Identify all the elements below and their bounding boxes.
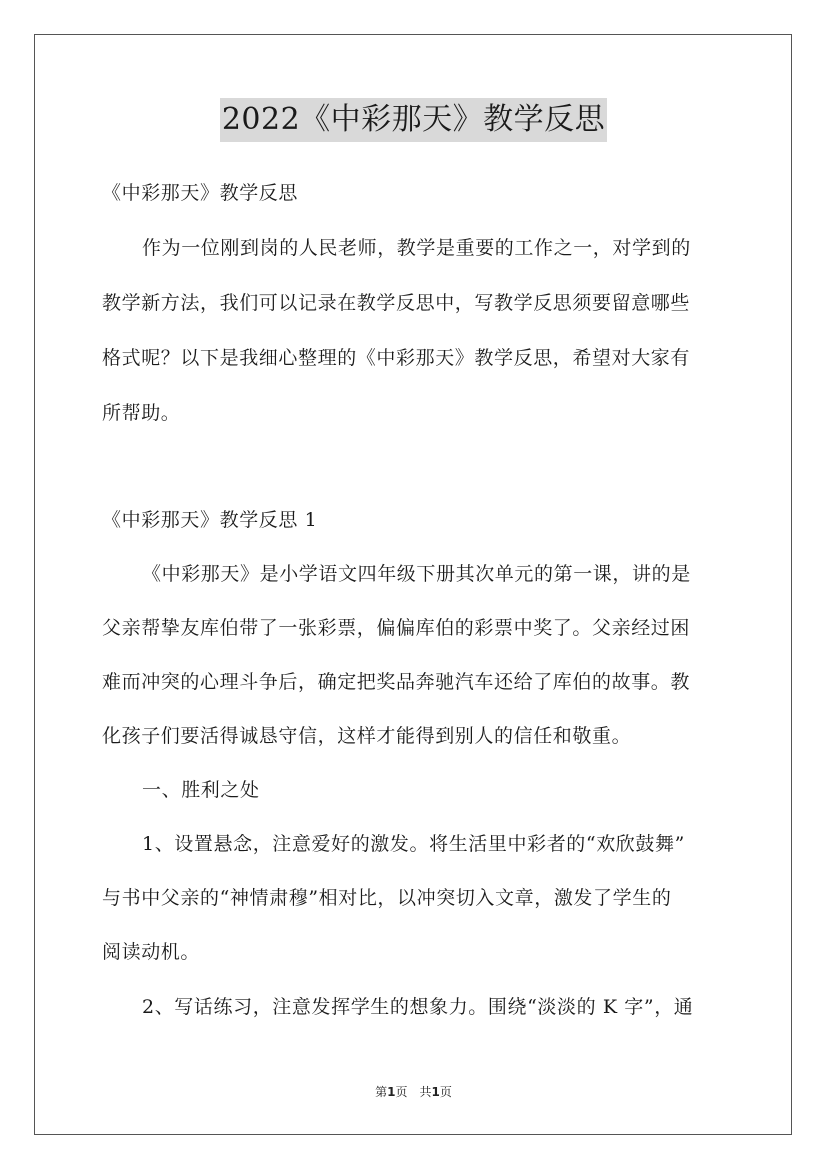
section-heading: 《中彩那天》教学反思 1 [102, 509, 318, 531]
paragraph-line: 1、设置悬念，注意爱好的激发。将生活里中彩者的“欢欣鼓舞” [142, 833, 685, 855]
point-heading: 一、胜利之处 [142, 779, 260, 801]
paragraph-line: 难而冲突的心理斗争后，确定把奖品奔驰汽车还给了库伯的故事。教 [102, 671, 691, 693]
page-footer [0, 1083, 827, 1100]
paragraph-line: 格式呢？以下是我细心整理的《中彩那天》教学反思，希望对大家有 [102, 347, 691, 369]
subtitle: 《中彩那天》教学反思 [102, 182, 299, 204]
paragraph-line: 教学新方法，我们可以记录在教学反思中，写教学反思须要留意哪些 [102, 292, 691, 314]
paragraph-line: 化孩子们要活得诚恳守信，这样才能得到别人的信任和敬重。 [102, 725, 632, 747]
paragraph-line: 《中彩那天》是小学语文四年级下册其次单元的第一课，讲的是 [142, 563, 691, 585]
footer-prefix: 第 [375, 1085, 388, 1099]
footer-page-current: 1 [387, 1085, 396, 1099]
paragraph-line: 2、写话练习，注意发挥学生的想象力。围绕“淡淡的 K 字”，通 [142, 996, 694, 1018]
footer-suffix: 页 [439, 1085, 452, 1099]
paragraph-line: 作为一位刚到岗的人民老师，教学是重要的工作之一，对学到的 [142, 237, 691, 259]
title-container [0, 98, 827, 142]
footer-mid: 页 共 [395, 1085, 432, 1099]
paragraph-line: 与书中父亲的“神情肃穆”相对比，以冲突切入文章，激发了学生的 [102, 887, 672, 909]
document-title: 2022《中彩那天》教学反思 [220, 98, 607, 142]
paragraph-line: 阅读动机。 [102, 941, 201, 963]
paragraph-line: 父亲帮挚友库伯带了一张彩票，偏偏库伯的彩票中奖了。父亲经过困 [102, 617, 691, 639]
footer-page-total: 1 [431, 1085, 440, 1099]
paragraph-line: 所帮助。 [102, 402, 181, 424]
